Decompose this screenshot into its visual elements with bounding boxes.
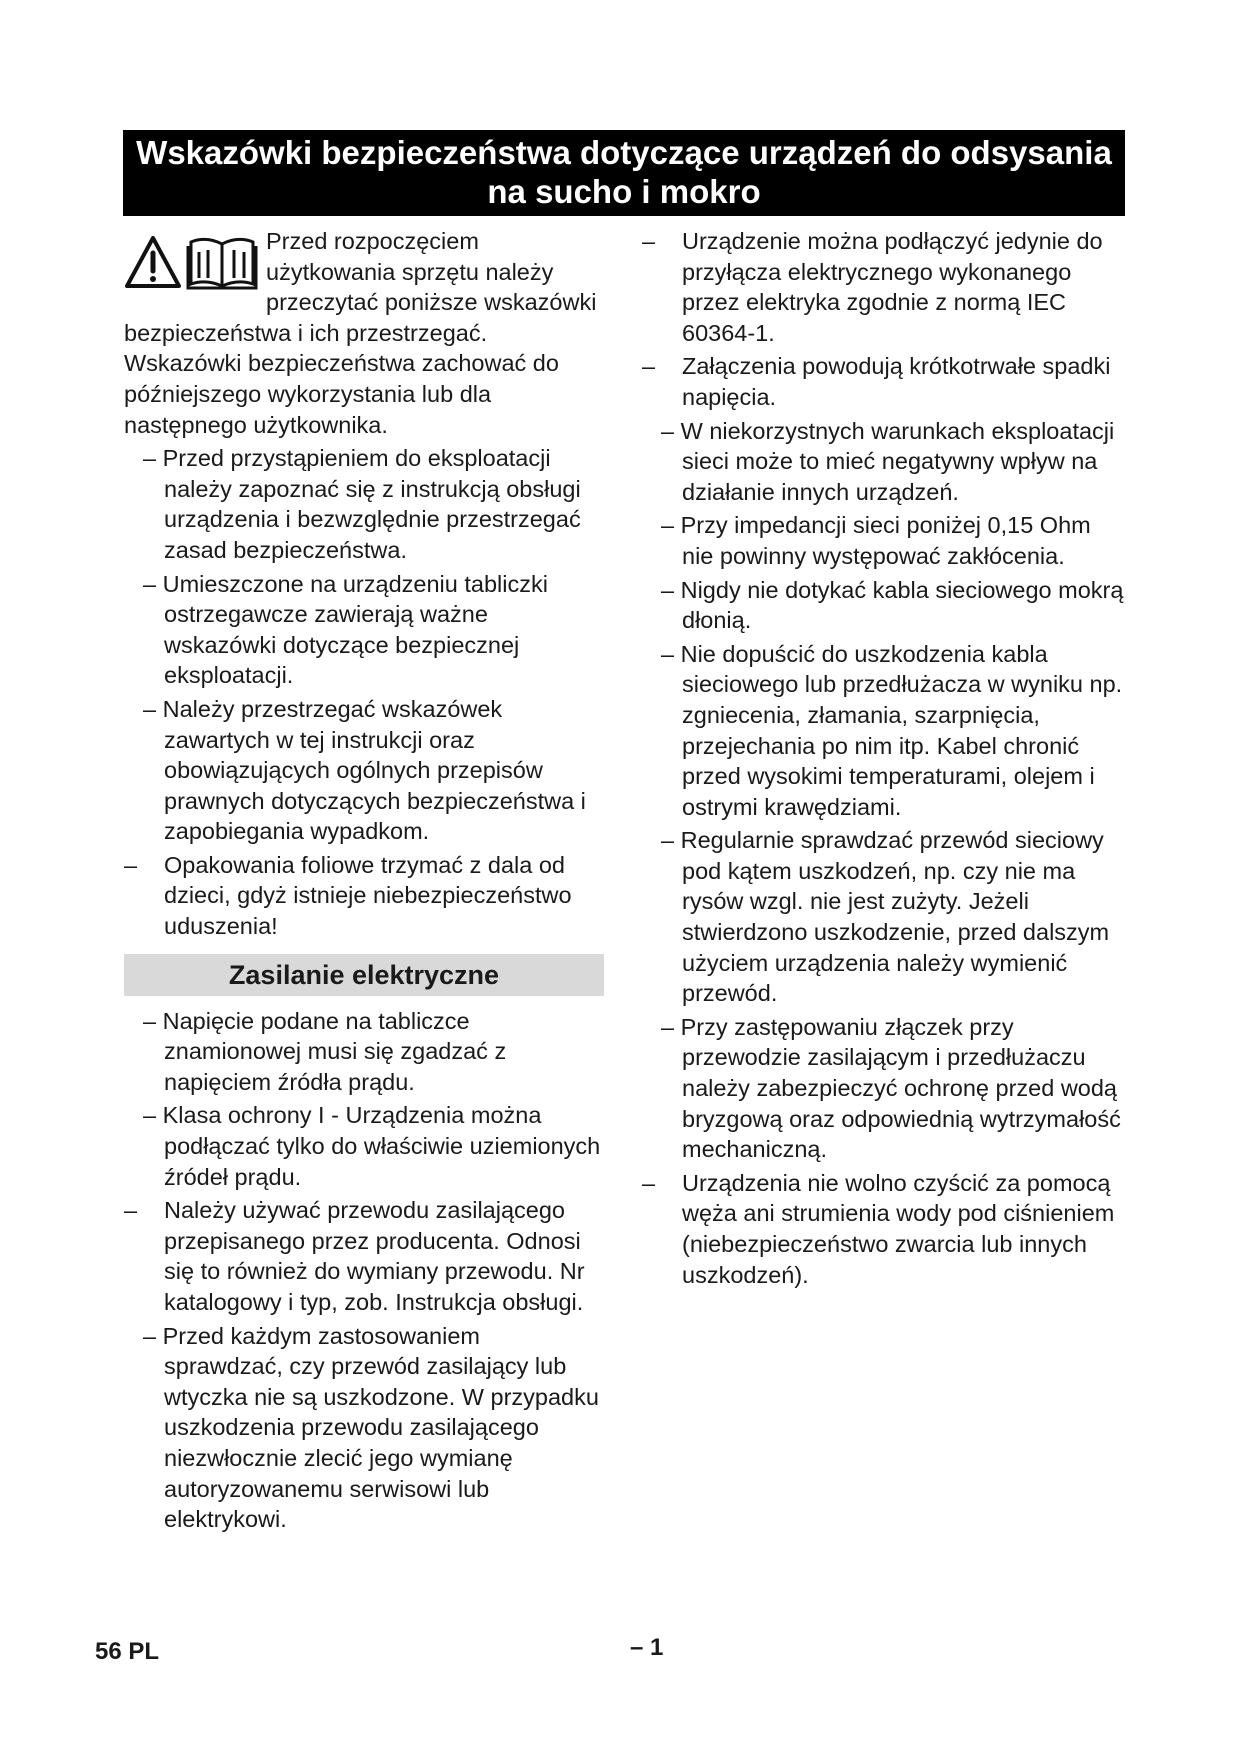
electrical-list-a xyxy=(642,226,1126,413)
dash-mark: – xyxy=(143,445,157,472)
dash-mark: – xyxy=(661,827,675,854)
page-number-language: 56 PL xyxy=(95,1638,160,1665)
dash-mark: – xyxy=(642,228,656,254)
general-safety-list-2 xyxy=(124,850,604,942)
list-item xyxy=(642,226,1126,348)
power-supply-list xyxy=(124,1006,604,1193)
list-item-text: Opakowania foliowe trzymać z dala od dzieci, gdyż istnieje niebezpieczeństwo uduszenia! xyxy=(164,851,572,940)
list-item-text: Umieszczone na urządzeniu tabliczki ostrzegawcze zawierają ważne wskazówki dotyczące bezpiecznej eksploatacji. xyxy=(162,570,548,689)
list-item-text: Nigdy nie dotykać kabla sieciowego mokrą dłonią. xyxy=(680,576,1124,634)
list-item xyxy=(124,1100,604,1192)
list-item xyxy=(642,351,1126,412)
dash-mark: – xyxy=(642,1169,656,1196)
dash-mark: – xyxy=(642,353,656,380)
list-item-text: Przy zastępowaniu złączek przy przewodzie zasilającym i przedłużaczu należy zabezpieczyć ochronę przed wodą bryzgową oraz odpowiednią wytrzymałość mechaniczną. xyxy=(680,1013,1121,1163)
dash-mark: – xyxy=(143,695,157,722)
section-heading: Zasilanie elektryczne xyxy=(124,954,604,996)
list-item-text: Należy używać przewodu zasilającego przepisanego przez producenta. Odnosi się to również do wymiany przewodu. Nr katalogowy i typ, zob. Instrukcja obsługi. xyxy=(164,1197,585,1315)
title-line-1: Wskazówki bezpieczeństwa dotyczące urządzeń do odsysania xyxy=(136,134,1112,171)
dash-mark: – xyxy=(661,417,675,444)
list-item-text: Należy przestrzegać wskazówek zawartych w tej instrukcji oraz obowiązujących ogólnych przepisów prawnych dotyczących bezpieczeństwa i zapobiegania wypadkom. xyxy=(162,695,586,845)
list-item xyxy=(642,510,1126,571)
list-item-text: W niekorzystnych warunkach eksploatacji sieci może to mieć negatywny wpływ na działanie innych urządzeń. xyxy=(680,417,1115,505)
list-item xyxy=(642,639,1126,823)
list-item-text: Napięcie podane na tabliczce znamionowej musi się zgadzać z napięciem źródła prądu. xyxy=(162,1007,507,1095)
warning-triangle-icon xyxy=(127,238,179,286)
list-item-text: Regularnie sprawdzać przewód sieciowy pod kątem uszkodzeń, np. czy nie ma rysów wzgl. nie jest zużyty. Jeżeli stwierdzono uszkodzenie, przed dalszym użyciem urządzenia należy wymienić przewód. xyxy=(680,827,1110,1007)
dash-mark: – xyxy=(661,512,675,539)
list-item-text: Przed każdym zastosowaniem sprawdzać, czy przewód zasilający lub wtyczka nie są uszkodzone. W przypadku uszkodzenia przewodu zasilającego niezwłocznie zlecić jego wymianę autoryzowanemu serwisowi lub elektrykowi. xyxy=(162,1322,599,1533)
general-safety-list xyxy=(124,443,604,847)
list-item xyxy=(124,569,604,691)
list-item xyxy=(642,416,1126,508)
dash-mark: – xyxy=(661,576,675,603)
left-column xyxy=(124,226,604,1535)
list-item-text: Urządzenia nie wolno czyścić za pomocą węża ani strumienia wody pod ciśnieniem (niebezpieczeństwo zwarcia lub innych uszkodzeń). xyxy=(682,1169,1115,1288)
list-item xyxy=(124,694,604,847)
dash-mark: – xyxy=(661,640,675,667)
intro-text: Przed rozpoczęciem użytkowania sprzętu należy przeczytać poniższe wskazówki bezpieczeństwa i ich przestrzegać. Wskazówki bezpieczeństwa zachować do późniejszego wykorzystania lub dla następnego użytkownika. xyxy=(124,228,597,438)
dash-mark: – xyxy=(143,1322,157,1349)
dash-mark: – xyxy=(143,570,157,597)
list-item xyxy=(124,1321,604,1535)
dash-mark: – xyxy=(124,1197,138,1224)
power-supply-list-2 xyxy=(124,1195,604,1317)
list-item xyxy=(124,850,604,942)
list-item-text: Przy impedancji sieci poniżej 0,15 Ohm nie powinny występować zakłócenia. xyxy=(680,512,1091,569)
title-line-2: na sucho i mokro xyxy=(487,173,761,210)
right-column xyxy=(642,226,1126,1290)
list-item xyxy=(642,1168,1126,1290)
list-item-text: Klasa ochrony I - Urządzenia można podłączać tylko do właściwie uziemionych źródeł prądu. xyxy=(162,1102,601,1190)
electrical-list-c xyxy=(642,1168,1126,1290)
list-item xyxy=(642,575,1126,636)
dash-mark: – xyxy=(124,851,138,878)
dash-mark: – xyxy=(143,1102,157,1129)
electrical-list-b xyxy=(642,416,1126,1165)
list-item-text: Urządzenie można podłączyć jedynie do przyłącza elektrycznego wykonanego przez elektryka zgodnie z normą IEC 60364-1. xyxy=(682,228,1103,346)
list-item xyxy=(642,825,1126,1009)
intro-paragraph xyxy=(124,226,604,440)
list-item-text: Przed przystąpieniem do eksploatacji należy zapoznać się z instrukcją obsługi urządzenia i bezwzględnie przestrzegać zasad bezpieczeństwa. xyxy=(162,445,581,563)
list-item xyxy=(642,1012,1126,1165)
dash-mark: – xyxy=(143,1007,157,1034)
list-item-text: Załączenia powodują krótkotrwałe spadki napięcia. xyxy=(682,353,1111,410)
list-item-text: Nie dopuścić do uszkodzenia kabla sieciowego lub przedłużacza w wyniku np. zgniecenia, złamania, szarpnięcia, przejechania po nim itp. Kabel chronić przed wysokimi temperaturami, olejem i ostrymi krawędziami. xyxy=(680,640,1123,820)
power-supply-list-3 xyxy=(124,1321,604,1535)
dash-mark: – xyxy=(661,1013,675,1040)
list-item xyxy=(124,1195,604,1317)
list-item xyxy=(124,443,604,565)
intro-icons xyxy=(124,234,262,294)
list-item xyxy=(124,1006,604,1098)
page-title xyxy=(123,130,1125,216)
manual-book-icon xyxy=(188,239,256,288)
page-center-number: – 1 xyxy=(630,1634,664,1661)
